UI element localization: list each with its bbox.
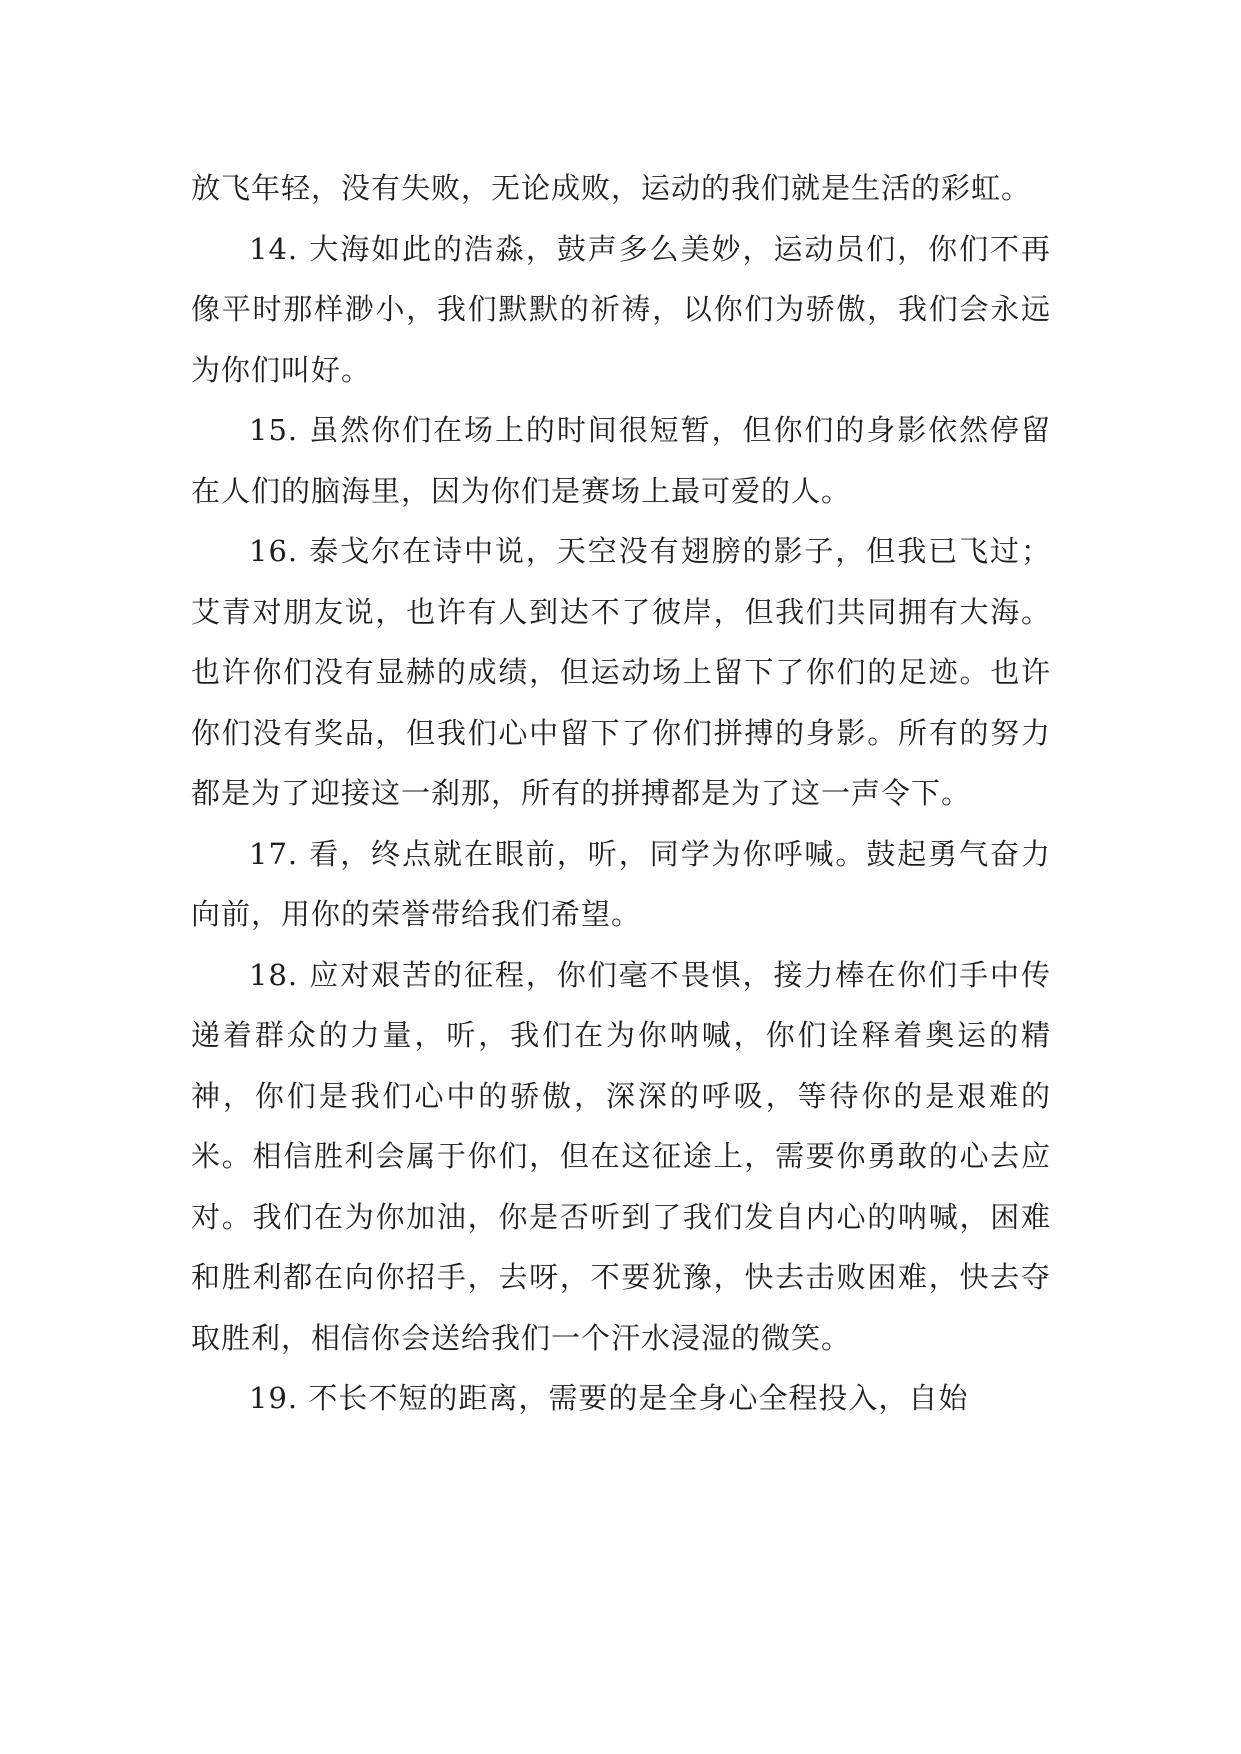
paragraph-18: 18. 应对艰苦的征程，你们毫不畏惧，接力棒在你们手中传递着群众的力量，听，我们在为你呐喊，你们诠释着奥运的精神，你们是我们心中的骄傲，深深的呼吸，等待你的是艰难的米。相信胜利会属于你们，但在这征途上，需要你勇敢的心去应对。我们在为你加油，你是否听到了我们发自内心的呐喊，困难和胜利都在向你招手，去呀，不要犹豫，快去击败困难，快去夺取胜利，相信你会送给我们一个汗水浸湿的微笑。 bbox=[191, 957, 1051, 1355]
paragraph-19: 19. 不长不短的距离，需要的是全身心全程投入，自始 bbox=[249, 1381, 969, 1415]
paragraph-16: 16. 泰戈尔在诗中说，天空没有翅膀的影子，但我已飞过；艾青对朋友说，也许有人到达不了彼岸，但我们共同拥有大海。也许你们没有显赫的成绩，但运动场上留下了你们的足迹。也许你们没有奖品，但我们心中留下了你们拼搏的身影。所有的努力都是为了迎接这一刹那，所有的拼搏都是为了这一声令下。 bbox=[191, 534, 1051, 810]
paragraph-15: 15. 虽然你们在场上的时间很短暂，但你们的身影依然停留在人们的脑海里，因为你们是赛场上最可爱的人。 bbox=[191, 413, 1051, 508]
paragraph-continuation: 放飞年轻，没有失败，无论成败，运动的我们就是生活的彩虹。 bbox=[191, 171, 1032, 205]
paragraph-17: 17. 看，终点就在眼前，听，同学为你呼喊。鼓起勇气奋力向前，用你的荣誉带给我们希望。 bbox=[191, 836, 1051, 931]
document-body bbox=[191, 158, 1051, 1429]
paragraph-14: 14. 大海如此的浩淼，鼓声多么美妙，运动员们，你们不再像平时那样渺小，我们默默的祈祷，以你们为骄傲，我们会永远为你们叫好。 bbox=[191, 231, 1051, 387]
